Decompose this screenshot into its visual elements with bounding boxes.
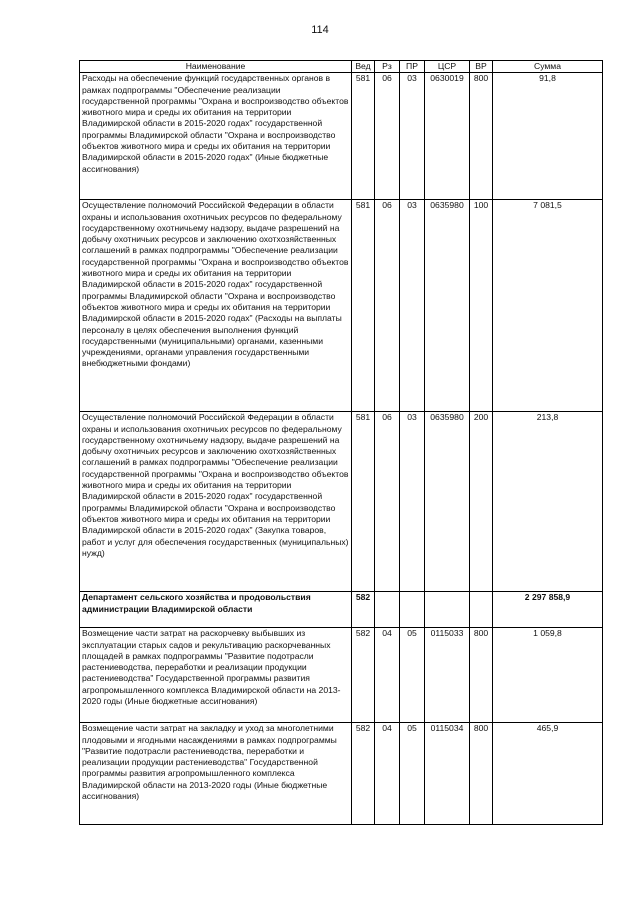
row-sum: 465,9 bbox=[493, 723, 603, 825]
row-rz: 04 bbox=[375, 723, 400, 825]
header-ved: Вед bbox=[352, 61, 375, 73]
row-sum: 213,8 bbox=[493, 412, 603, 592]
row-vr: 800 bbox=[470, 723, 493, 825]
row-csr: 0115034 bbox=[425, 723, 470, 825]
row-rz: 06 bbox=[375, 73, 400, 200]
row-vr: 200 bbox=[470, 412, 493, 592]
row-rz bbox=[375, 592, 400, 628]
row-vr: 800 bbox=[470, 73, 493, 200]
row-pr: 03 bbox=[400, 412, 425, 592]
row-rz: 06 bbox=[375, 412, 400, 592]
row-pr bbox=[400, 592, 425, 628]
row-name: Возмещение части затрат на раскорчевку выбывших из эксплуатации старых садов и рекультивацию раскорчеванных площадей в рамках подпрограммы "Развитие подотрасли растениеводства, переработки и реализации продукции растениеводства" Государственной программы развития агропромышленного комплекса Владимирской области на 2013-2020 годы (Иные бюджетные ассигнования) bbox=[80, 628, 352, 723]
row-rz: 06 bbox=[375, 200, 400, 412]
header-sum: Сумма bbox=[493, 61, 603, 73]
table-row bbox=[80, 200, 603, 412]
row-sum: 2 297 858,9 bbox=[493, 592, 603, 628]
row-pr: 05 bbox=[400, 628, 425, 723]
row-rz: 04 bbox=[375, 628, 400, 723]
row-csr: 0635980 bbox=[425, 200, 470, 412]
header-pr: ПР bbox=[400, 61, 425, 73]
table-row bbox=[80, 723, 603, 825]
budget-table bbox=[79, 60, 603, 825]
table-row bbox=[80, 592, 603, 628]
row-ved: 582 bbox=[352, 723, 375, 825]
row-sum: 1 059,8 bbox=[493, 628, 603, 723]
header-rz: Рз bbox=[375, 61, 400, 73]
row-name: Расходы на обеспечение функций государственных органов в рамках подпрограммы "Обеспечение реализации государственной программы "Охрана и воспроизводство объектов животного мира и среды их обитания на территории Владимирской области в 2015-2020 годах" государственной программы Владимирской области "Охрана и воспроизводство объектов животного мира и среды их обитания на территории Владимирской области в 2015-2020 годах" (Иные бюджетные ассигнования) bbox=[80, 73, 352, 200]
row-ved: 581 bbox=[352, 412, 375, 592]
row-name: Осуществление полномочий Российской Федерации в области охраны и использования охотничьих ресурсов по федеральному государственному охотничьему надзору, выдаче разрешений на добычу охотничьих ресурсов и заключению охотхозяйственных соглашений в рамках подпрограммы "Обеспечение реализации государственной программы "Охрана и воспроизводство объектов животного мира и среды их обитания на территории Владимирской области в 2015-2020 годах" государственной программы Владимирской области "Охрана и воспроизводство объектов животного мира и среды их обитания на территории Владимирской области в 2015-2020 годах" (Расходы на выплаты персоналу в целях обеспечения выполнения функций государственными (муниципальными) органами, казенными учреждениями, органами управления государственными внебюджетными фондами) bbox=[80, 200, 352, 412]
header-vr: ВР bbox=[470, 61, 493, 73]
row-csr: 0115033 bbox=[425, 628, 470, 723]
table-row bbox=[80, 628, 603, 723]
page-number: 114 bbox=[311, 24, 329, 36]
table-row bbox=[80, 412, 603, 592]
row-csr bbox=[425, 592, 470, 628]
row-vr: 800 bbox=[470, 628, 493, 723]
header-csr: ЦСР bbox=[425, 61, 470, 73]
row-csr: 0635980 bbox=[425, 412, 470, 592]
row-vr bbox=[470, 592, 493, 628]
row-vr: 100 bbox=[470, 200, 493, 412]
row-sum: 91,8 bbox=[493, 73, 603, 200]
row-ved: 581 bbox=[352, 73, 375, 200]
row-name: Департамент сельского хозяйства и продовольствия администрации Владимирской области bbox=[80, 592, 352, 628]
row-pr: 05 bbox=[400, 723, 425, 825]
row-ved: 582 bbox=[352, 628, 375, 723]
row-sum: 7 081,5 bbox=[493, 200, 603, 412]
row-csr: 0630019 bbox=[425, 73, 470, 200]
row-name: Осуществление полномочий Российской Федерации в области охраны и использования охотничьих ресурсов по федеральному государственному охотничьему надзору, выдаче разрешений на добычу охотничьих ресурсов и заключению охотхозяйственных соглашений в рамках подпрограммы "Обеспечение реализации государственной программы "Охрана и воспроизводство объектов животного мира и среды их обитания на территории Владимирской области в 2015-2020 годах" государственной программы Владимирской области "Охрана и воспроизводство объектов животного мира и среды их обитания на территории Владимирской области в 2015-2020 годах" (Закупка товаров, работ и услуг для обеспечения государственных (муниципальных) нужд) bbox=[80, 412, 352, 592]
header-name: Наименование bbox=[80, 61, 352, 73]
row-ved: 581 bbox=[352, 200, 375, 412]
row-pr: 03 bbox=[400, 200, 425, 412]
table-header-row bbox=[80, 61, 603, 73]
table-row bbox=[80, 73, 603, 200]
row-ved: 582 bbox=[352, 592, 375, 628]
row-name: Возмещение части затрат на закладку и уход за многолетними плодовыми и ягодными насаждениями в рамках подпрограммы "Развитие подотрасли растениеводства, переработки и реализации продукции растениеводства" Государственной программы развития агропромышленного комплекса Владимирской области на 2013-2020 годы (Иные бюджетные ассигнования) bbox=[80, 723, 352, 825]
row-pr: 03 bbox=[400, 73, 425, 200]
